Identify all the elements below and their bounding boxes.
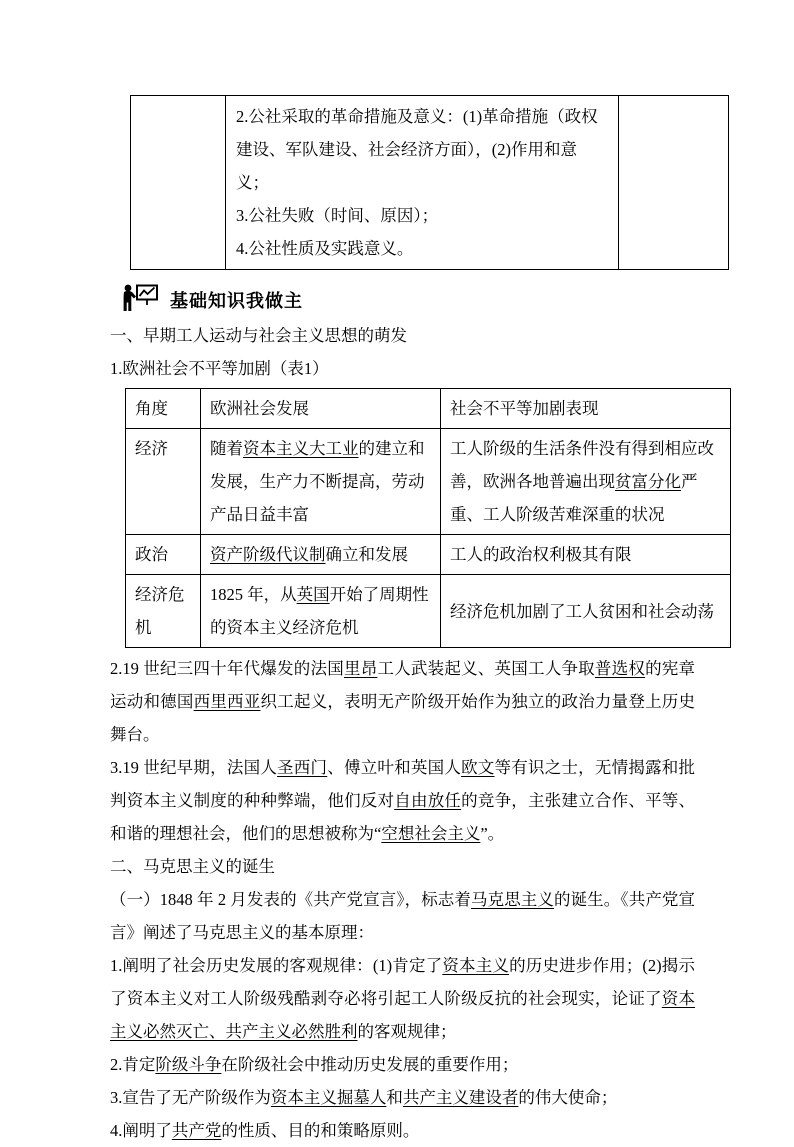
col-header-angle: 角度 <box>126 389 201 429</box>
row-manifestation: 工人阶级的生活条件没有得到相应改善，欧洲各地普遍出现贫富分化严重、工人阶级苦难深重的状况 <box>441 429 731 535</box>
paragraph-manifesto-intro: （一）1848 年 2 月发表的《共产党宣言》，标志着马克思主义的诞生。《共产党宣言》阐述了马克思主义的基本原理： <box>110 890 696 942</box>
table-row-politics <box>126 535 731 575</box>
carryover-item-4: 4.公社性质及实践意义。 <box>236 239 414 258</box>
carryover-left-cell <box>131 96 226 270</box>
row-label: 经济危机 <box>126 575 201 648</box>
inequality-table-header-row <box>126 389 731 429</box>
carryover-table <box>130 95 729 270</box>
point-2: 2.肯定阶级斗争在阶级社会中推动历史发展的重要作用； <box>110 1055 519 1074</box>
row-label: 政治 <box>126 535 201 575</box>
carryover-right-cell <box>619 96 729 270</box>
table-row-economy <box>126 429 731 535</box>
heading-part1: 一、早期工人运动与社会主义思想的萌发 <box>110 326 407 345</box>
paragraph-utopian-socialism: 3.19 世纪早期，法国人圣西门、傅立叶和英国人欧文等有识之士，无情揭露和批判资本主义制度的种种弊端，他们反对自由放任的竞争，主张建立合作、平等、和谐的理想社会，他们的思想被称为“空想社会主义”。 <box>110 758 696 843</box>
col-header-manifestation: 社会不平等加剧表现 <box>441 389 731 429</box>
point-3: 3.宣告了无产阶级作为资本主义掘墓人和共产主义建设者的伟大使命； <box>110 1088 618 1107</box>
heading-part2: 二、马克思主义的诞生 <box>110 857 275 876</box>
carryover-content-cell <box>226 96 619 270</box>
row-development: 随着资本主义大工业的建立和发展，生产力不断提高，劳动产品日益丰富 <box>201 429 441 535</box>
carryover-row <box>131 96 729 270</box>
subheading-table1: 1.欧洲社会不平等加剧（表1） <box>110 359 329 378</box>
section-title: 基础知识我做主 <box>170 291 303 311</box>
point-1: 1.阐明了社会历史发展的客观规律：(1)肯定了资本主义的历史进步作用；(2)揭示了资本主义对工人阶级残酷剥夺必将引起工人阶级反抗的社会现实，论证了资本主义必然灭亡、共产主义必然胜利的客观规律； <box>110 956 696 1041</box>
row-manifestation: 经济危机加剧了工人贫困和社会动荡 <box>441 575 731 648</box>
section-banner <box>120 283 730 317</box>
row-development: 1825 年，从英国开始了周期性的资本主义经济危机 <box>201 575 441 648</box>
teacher-presenting-chart-icon <box>120 282 160 319</box>
paragraph-worker-uprisings: 2.19 世纪三四十年代爆发的法国里昂工人武装起义、英国工人争取普选权的宪章运动和德国西里西亚织工起义，表明无产阶级开始作为独立的政治力量登上历史舞台。 <box>110 659 696 744</box>
row-manifestation: 工人的政治权利极其有限 <box>441 535 731 575</box>
table-row-economic-crisis <box>126 575 731 648</box>
inequality-table <box>125 388 731 648</box>
carryover-item-2: 2.公社采取的革命措施及意义：(1)革命措施（政权建设、军队建设、社会经济方面），(2)作用和意义； <box>236 107 598 192</box>
row-label: 经济 <box>126 429 201 535</box>
row-development: 资产阶级代议制确立和发展 <box>201 535 441 575</box>
carryover-item-3: 3.公社失败（时间、原因）； <box>236 206 439 225</box>
point-4: 4.阐明了共产党的性质、目的和策略原则。 <box>110 1121 420 1140</box>
col-header-development: 欧洲社会发展 <box>201 389 441 429</box>
